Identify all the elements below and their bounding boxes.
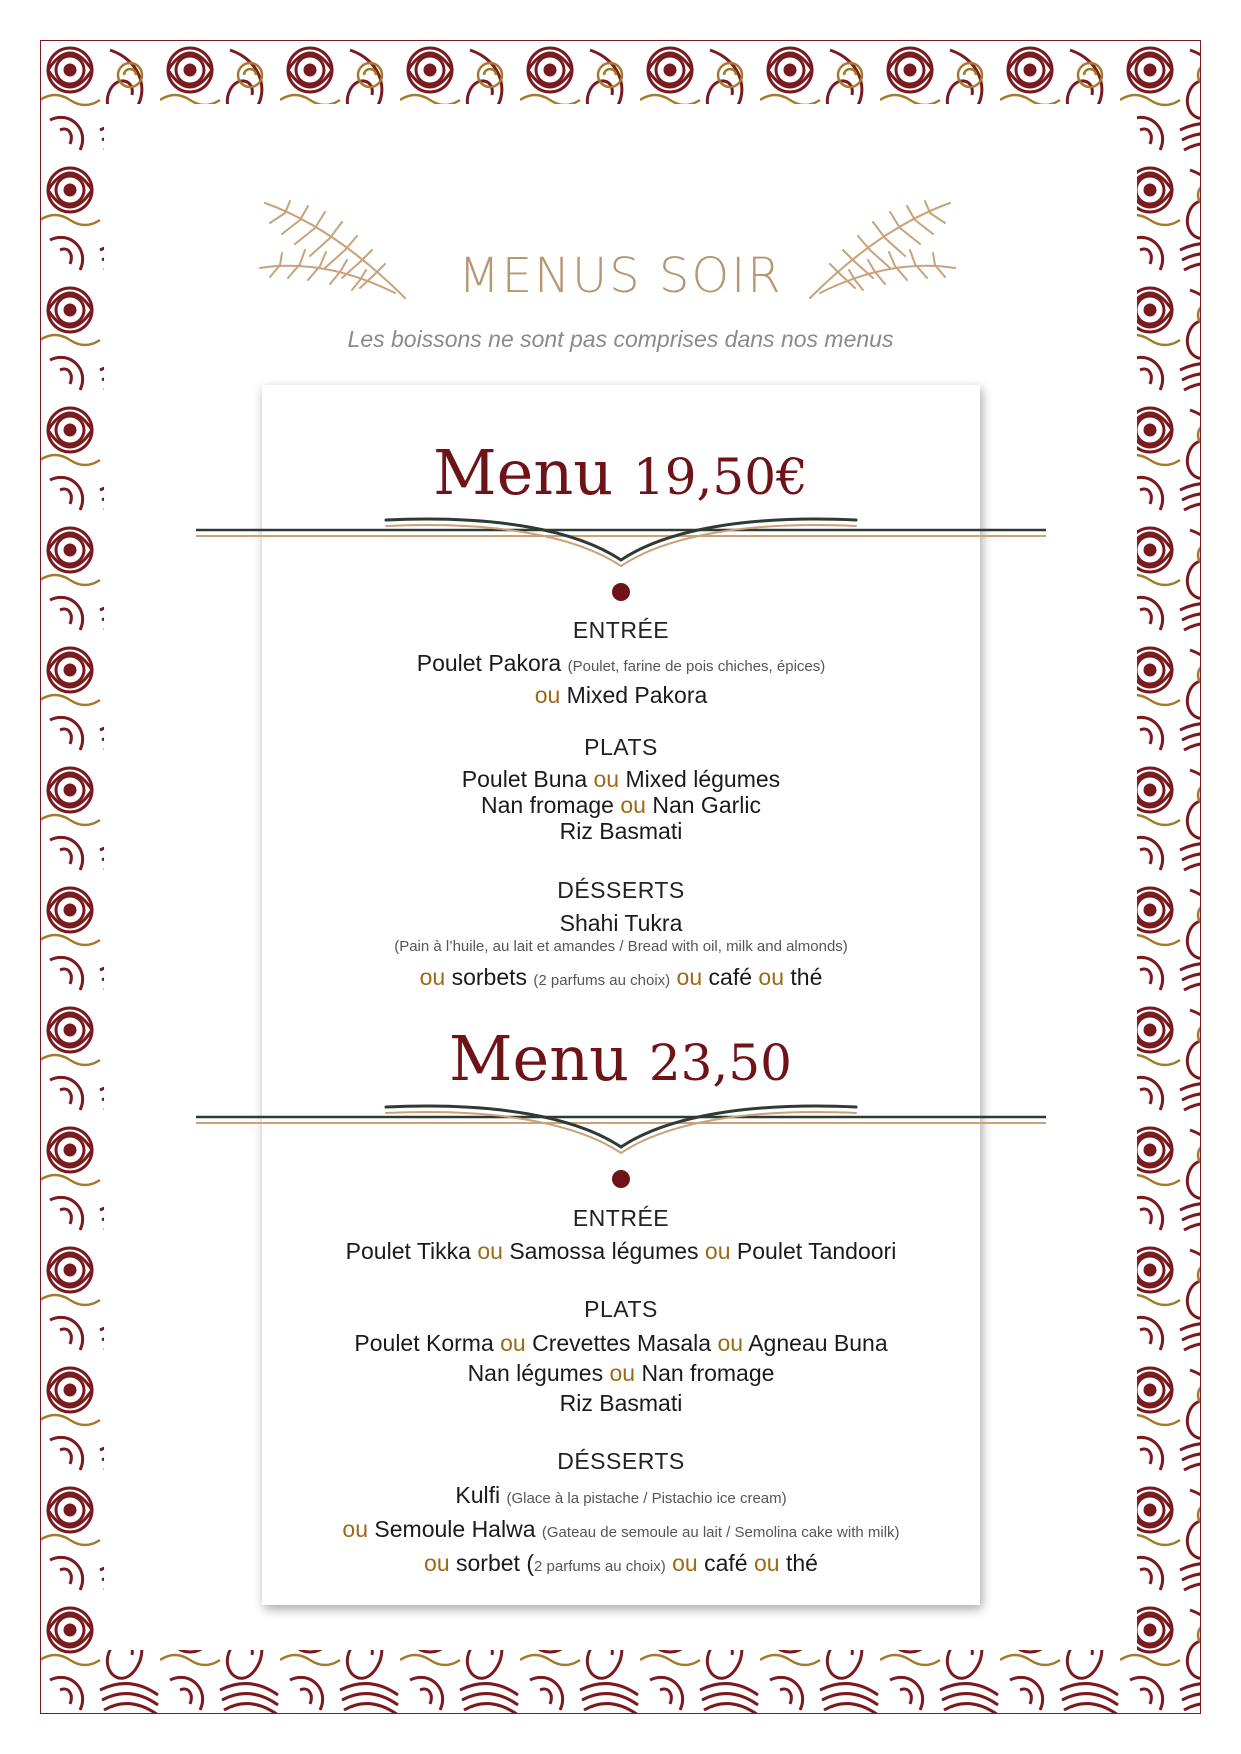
menu1-desserts-item1: Shahi Tukra [559,910,683,936]
menu1-entree-item1-note: (Poulet, farine de pois chiches, épices) [567,658,826,675]
ornamental-divider-2 [196,1097,1046,1192]
menu2-desserts-sorbet: sorbet [456,1550,520,1576]
menu2-plats-section [262,1296,980,1418]
or-word: ou [672,1550,698,1576]
menu1-desserts-the: thé [790,964,823,990]
menu2-entree-item: Samossa légumes [509,1238,699,1264]
menu1-desserts-item1-note: (Pain à l’huile, au lait et amandes / Bread with oil, milk and almonds) [394,938,848,955]
menu2-plats-item: Poulet Korma [354,1330,494,1356]
page-title: MENUS SOIR [458,248,783,304]
menu1-entree-item2: Mixed Pakora [566,682,708,708]
menu2-desserts-cafe: café [704,1550,748,1576]
menu2-plats-item: Crevettes Masala [532,1330,712,1356]
or-word: ou [676,964,703,990]
menu2-plats-item: Nan légumes [467,1360,604,1386]
or-word: ou [419,964,446,990]
menu1-plats-item: Nan Garlic [652,792,761,818]
menu1-desserts-title: DÉSSERTS [557,877,685,903]
menu1-desserts-sorbets-note: (2 parfums au choix) [533,972,671,989]
menu2-desserts-kulfi-note: (Glace à la pistache / Pistachio ice cream) [506,1490,787,1507]
page-subtitle: Les boissons ne sont pas comprises dans nos menus [347,326,894,352]
menu1-desserts-section [262,877,980,995]
menu2-desserts-halwa: Semoule Halwa [374,1516,536,1542]
menu1-plats-item: Riz Basmati [559,818,683,844]
or-word: ou [758,964,784,990]
menu2-desserts-the: thé [785,1550,818,1576]
menu2-entree-section [262,1205,980,1265]
menu1-entree-title: ENTRÉE [572,617,670,643]
menu1-label: Menu [433,436,614,509]
menu2-label: Menu [449,1022,630,1095]
menu2-desserts-kulfi: Kulfi [455,1482,501,1508]
or-word: ou [754,1550,780,1576]
or-word: ou [704,1238,731,1264]
menu1-plats-section [262,734,980,844]
menu2-entree-item: Poulet Tandoori [736,1238,897,1264]
menu2-desserts-sorbet-note: 2 parfums au choix) [534,1558,666,1575]
menu1-heading [0,436,1241,509]
menu2-entree-title: ENTRÉE [572,1205,670,1231]
menu2-price: 23,50 [648,1034,792,1092]
or-word: ou [424,1550,450,1576]
or-word: ou [593,766,620,792]
or-word: ou [342,1516,369,1542]
menu1-plats-item: Nan fromage [481,792,614,818]
or-word: ou [609,1360,636,1386]
menu1-entree-item1: Poulet Pakora [416,650,562,676]
menu1-entree-section [262,617,980,709]
menu2-desserts-halwa-note: (Gateau de semoule au lait / Semolina cake with milk) [541,1524,900,1541]
menu1-plats-title: PLATS [584,734,658,760]
menu2-heading [0,1022,1241,1095]
or-word: ou [500,1330,526,1356]
menu1-desserts-cafe: café [708,964,753,990]
menu2-entree-item: Poulet Tikka [345,1238,471,1264]
menu1-price: 19,50€ [632,448,808,506]
menu1-plats-item: Mixed légumes [625,766,781,792]
menu1-plats-item: Poulet Buna [461,766,588,792]
ornamental-divider-1 [196,510,1046,605]
menu2-plats-title: PLATS [584,1296,658,1322]
menu2-plats-item: Nan fromage [641,1360,775,1386]
menu1-desserts-sorbets: sorbets [451,964,528,990]
menu2-plats-item: Riz Basmati [559,1390,683,1416]
menu2-plats-item: Agneau Buna [748,1330,888,1356]
menu2-desserts-section [262,1448,980,1582]
or-word: ou [620,792,646,818]
menu2-desserts-title: DÉSSERTS [557,1448,685,1474]
or-word: ou [717,1330,744,1356]
menu2-desserts-sorbet-open: ( [526,1550,535,1576]
or-word: ou [477,1238,503,1264]
or-word: ou [534,682,561,708]
